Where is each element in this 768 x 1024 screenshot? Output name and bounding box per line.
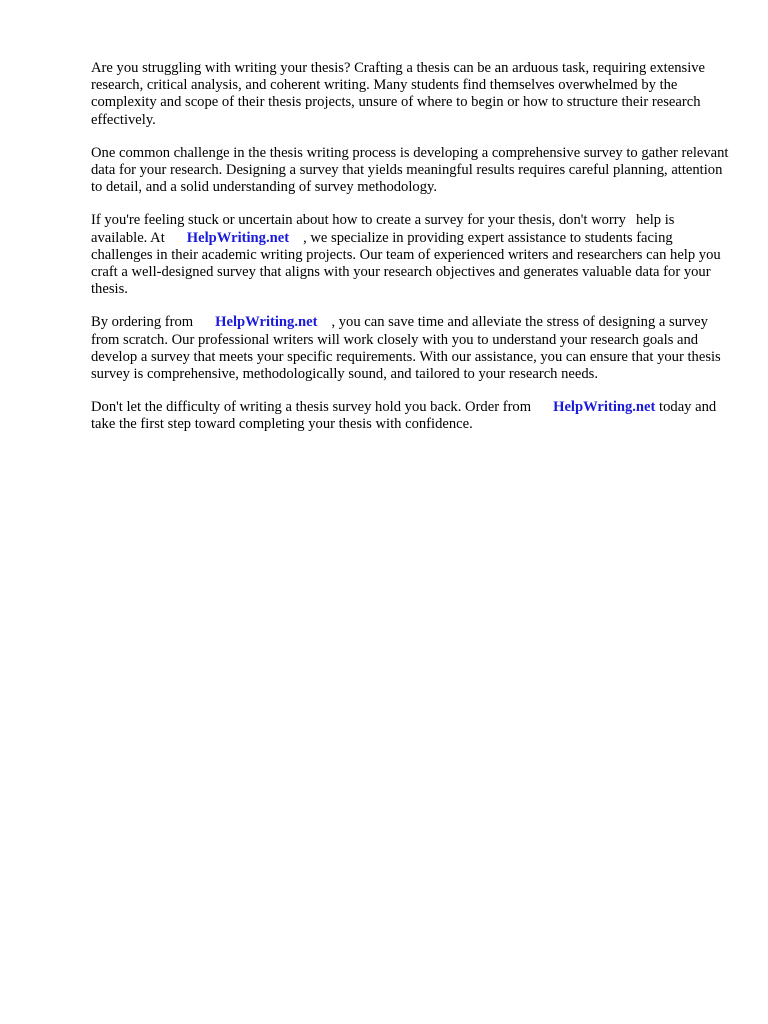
helpwriting-link-3[interactable]: HelpWriting.net	[553, 399, 656, 416]
paragraph-3-text-b: help is available. At	[91, 212, 675, 246]
paragraph-3-text-a: If you're feeling stuck or uncertain about how to create a survey for your thesis, don't worry	[91, 212, 626, 229]
helpwriting-link-2[interactable]: HelpWriting.net	[215, 314, 318, 331]
paragraph-4-text-b: , you can save time and alleviate the stress of designing a survey from scratch. Our professional writers will work closely with you to understand your research goals and develop a survey that meets your specific requirements. With our assistance, you can ensure that your thesis survey is comprehensive, methodologically sound, and tailored to your research needs.	[91, 314, 721, 383]
paragraph-4-text-a: By ordering from	[91, 314, 194, 331]
helpwriting-link-1[interactable]: HelpWriting.net	[186, 229, 290, 246]
paragraph-5	[91, 399, 731, 433]
paragraph-2	[91, 145, 731, 197]
document-body	[91, 60, 731, 450]
paragraph-4	[91, 314, 731, 383]
paragraph-3-text-c: , we specialize in providing expert assistance to students facing challenges in their academic writing projects. Our team of experienced writers and researchers can help you craft a well-designed survey that aligns with your research objectives and generates valuable data for your thesis.	[91, 229, 721, 298]
paragraph-5-text-b: today and take the first step toward completing your thesis with confidence.	[91, 399, 717, 433]
paragraph-2-text: One common challenge in the thesis writing process is developing a comprehensive survey to gather relevant data for your research. Designing a survey that yields meaningful results requires careful planning, attention to detail, and a solid understanding of survey methodology.	[91, 144, 729, 196]
paragraph-1	[91, 60, 731, 129]
paragraph-3	[91, 212, 731, 298]
paragraph-5-text-a: Don't let the difficulty of writing a thesis survey hold you back. Order from	[91, 399, 532, 416]
paragraph-1-text: Are you struggling with writing your thesis? Crafting a thesis can be an arduous task, requiring extensive research, critical analysis, and coherent writing. Many students find themselves overwhelmed by the complexity and scope of their thesis projects, unsure of where to begin or how to structure their research effectively.	[91, 60, 706, 128]
